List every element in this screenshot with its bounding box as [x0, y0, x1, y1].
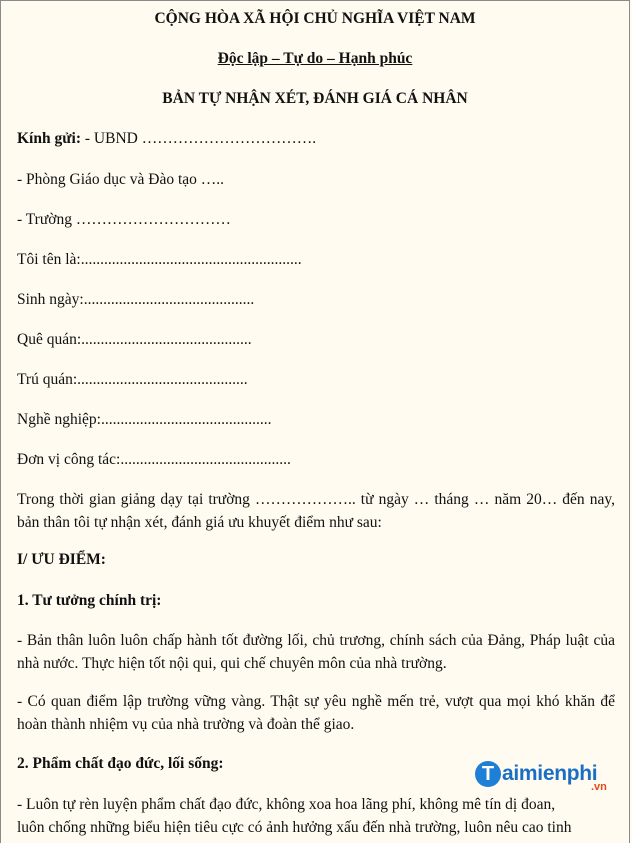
field-dob: Sinh ngày:............................................: [17, 291, 255, 308]
political-paragraph-2: - Có quan điểm lập trường vững vàng. Thật sự yêu nghề mến trẻ, vượt qua mọi khó khăn để hoàn thành nhiệm vụ của nhà trường và đoàn thể giao.: [17, 693, 615, 733]
recipient-line-3: - Trường …………………………: [17, 211, 231, 228]
field-name: Tôi tên là:.........................................................: [17, 251, 302, 268]
field-hometown: Quê quán:............................................: [17, 331, 252, 348]
motto: [1, 48, 629, 70]
ethics-paragraph-line-2: luôn chống những biểu hiện tiêu cực có ảnh hưởng xấu đến nhà trường, luôn nêu cao tinh: [17, 819, 572, 836]
logo-text: aimienphi: [502, 762, 598, 785]
motto-text: Độc lập – Tự do – Hạnh phúc: [217, 50, 413, 67]
recipient-label: Kính gửi:: [17, 130, 81, 147]
document-title: BẢN TỰ NHẬN XÉT, ĐÁNH GIÁ CÁ NHÂN: [162, 90, 468, 107]
recipient-line-1: [17, 128, 615, 150]
field-occupation: Nghề nghiệp:............................................: [17, 411, 272, 428]
political-paragraph-1: - Bản thân luôn luôn chấp hành tốt đường lối, chủ trương, chính sách của Đảng, Pháp luật của nhà nước. Thực hiện tốt nội qui, qui chế chuyên môn của nhà trường.: [17, 632, 615, 672]
field-workplace: Đơn vị công tác:............................................: [17, 451, 291, 468]
watermark-logo: [475, 759, 631, 799]
subsection-ethics-heading: 2. Phẩm chất đạo đức, lối sống:: [17, 755, 224, 772]
section-strengths-heading: I/ ƯU ĐIỂM:: [17, 551, 106, 568]
logo-suffix: .vn: [591, 781, 607, 793]
field-residence: Trú quán:............................................: [17, 371, 248, 388]
country-heading: CỘNG HÒA XÃ HỘI CHỦ NGHĨA VIỆT NAM: [154, 10, 476, 27]
subsection-political-heading: 1. Tư tưởng chính trị:: [17, 592, 162, 609]
recipient-ubnd: - UBND …………………………….: [81, 130, 317, 147]
ethics-paragraph-line-1: - Luôn tự rèn luyện phẩm chất đạo đức, không xoa hoa lãng phí, không mê tín dị đoan,: [17, 796, 556, 813]
logo-initial: T: [475, 761, 501, 787]
recipient-line-2: - Phòng Giáo dục và Đào tạo …..: [17, 171, 225, 188]
intro-paragraph: Trong thời gian giảng dạy tại trường ……………….. từ ngày … tháng … năm 20… đến nay, bản thân tôi tự nhận xét, đánh giá ưu khuyết điểm như sau:: [17, 491, 615, 531]
